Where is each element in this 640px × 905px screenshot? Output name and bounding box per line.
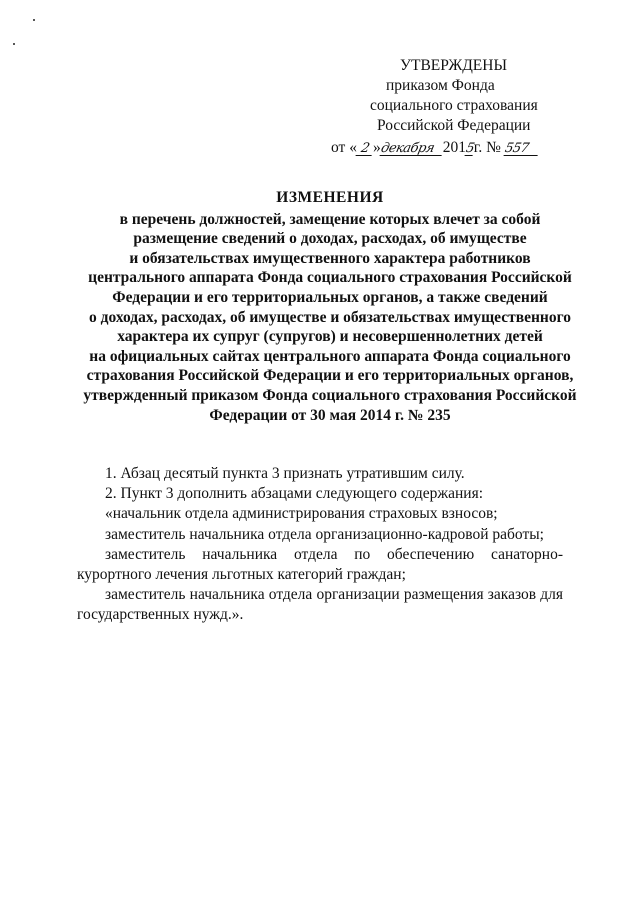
date-day-handwritten: 2 [355,142,374,156]
heading-line: страхования Российской Федерации и его территориальных органов, [86,367,574,385]
heading-line: в перечень должностей, замещение которых влечет за собой [119,210,541,228]
heading-line: Федерации от 30 мая 2014 г. № 235 [209,406,451,424]
body-paragraph-position: заместитель начальника отдела организационно-кадровой работы; [105,525,544,543]
date-mid: » [372,139,381,156]
date-year-prefix: 201 [442,139,466,156]
approval-date-line [330,138,570,158]
heading-line: центрального аппарата Фонда социального страхования Российской [88,269,572,287]
body-paragraph-position: заместитель начальника отдела организации размещения заказов для государственных нужд.». [77,586,563,624]
heading-line: Федерации и его территориальных органов, а также сведений [112,288,548,306]
approval-title: УТВЕРЖДЕНЫ [400,57,507,74]
heading-line: о доходах, расходах, об имуществе и обязательствах имущественного [88,308,572,326]
date-year-unit: г. № [473,139,501,156]
scan-speck [33,19,35,21]
heading-line: на официальных сайтах центрального аппарата Фонда социального [89,347,571,365]
body-paragraph-item-1: 1. Абзац десятый пункта 3 признать утратившим силу. [105,465,465,482]
scan-speck [13,43,15,45]
document-body [77,464,563,626]
heading-line: и обязательствах имущественного характера работников [129,249,531,267]
order-number-handwritten: 557 [503,142,540,156]
body-paragraph-item-2: 2. Пункт 3 дополнить абзацами следующего содержания: [105,485,484,503]
date-prefix: от « [331,139,357,156]
approval-line-federation: Российской Федерации [377,117,531,134]
heading-line: размещение сведений о доходах, расходах, об имуществе [133,230,527,248]
date-year-suffix-handwritten: 5 [464,141,476,156]
date-month-handwritten: декабря [379,142,444,156]
body-paragraph-position: заместитель начальника отдела по обеспечению санаторно-курортного лечения льготных категорий граждан; [77,545,563,584]
approval-line-fund: социального страхования [370,97,538,114]
heading-line: характера их супруг (супругов) и несовершеннолетних детей [117,328,543,346]
approval-line-order: приказом Фонда [386,77,495,94]
document-heading [60,188,600,425]
body-paragraph-position: «начальник отдела администрирования страховых взносов; [105,505,498,523]
heading-line: утвержденный приказом Фонда социального страхования Российской [83,386,577,404]
approval-stamp-block [330,56,570,158]
heading-title: ИЗМЕНЕНИЯ [276,189,384,206]
